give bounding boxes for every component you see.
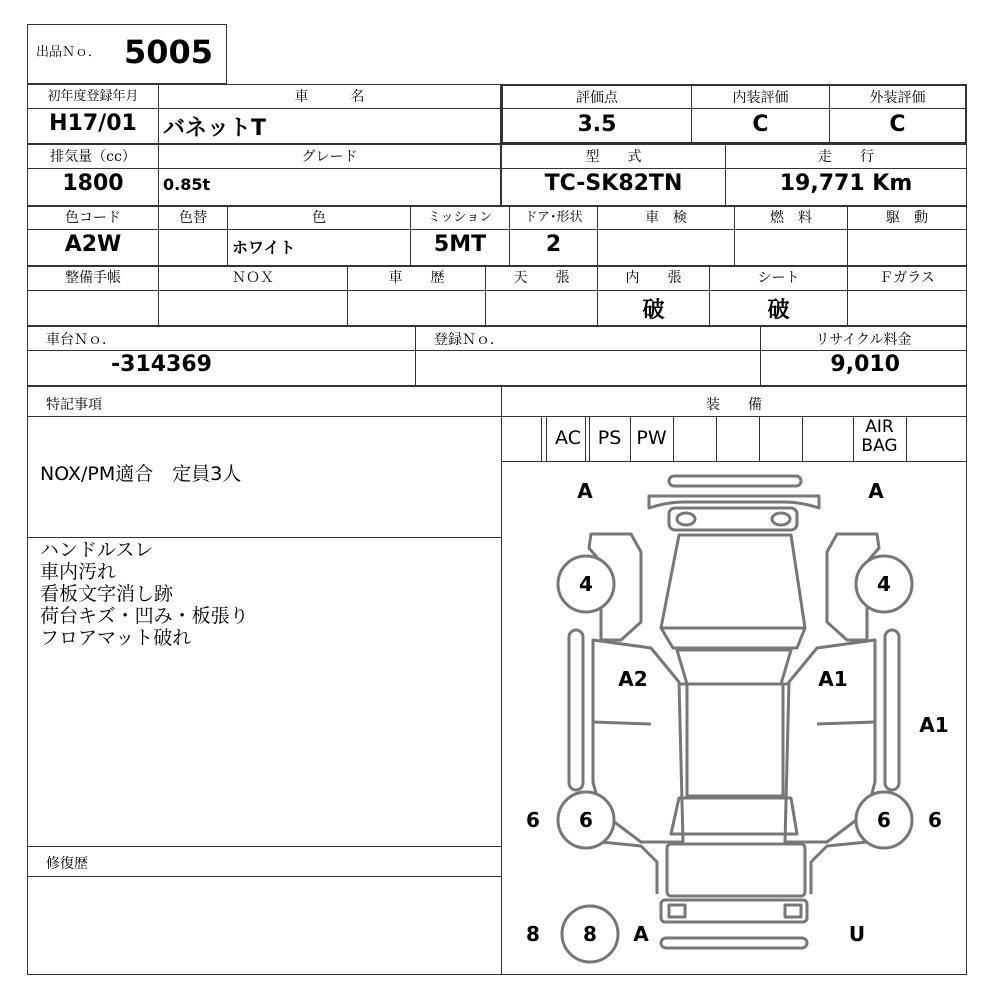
inspection-cell [597, 206, 735, 266]
windshield [661, 535, 805, 628]
equipment-item [802, 416, 854, 462]
door-label: ドア･形状 [524, 210, 583, 225]
equipment-item-ps: PS [589, 416, 631, 462]
notes-line: ハンドルスレ [40, 539, 154, 561]
cargo-bed [667, 844, 805, 896]
equipment-item [673, 416, 717, 462]
notes-line: 荷台キズ・凹み・板張り [40, 605, 249, 627]
mark-spare-wheel: 8 [583, 922, 597, 946]
mark-wheel-front-left: 4 [579, 572, 593, 596]
car-history-cell [347, 266, 486, 326]
equipment-label: 装 備 [706, 397, 762, 413]
vehicle-damage-diagram [501, 462, 967, 974]
seat-value: 破 [767, 298, 790, 323]
first-registration-cell [27, 84, 159, 144]
car-name-label: 車 名 [294, 89, 365, 105]
seat-label: シート [757, 270, 800, 286]
displacement-value: 1800 [62, 171, 124, 196]
car-history-label: 車 歴 [388, 270, 445, 286]
repair-history-label: 修復歴 [46, 856, 88, 872]
notes-line: 看板文字消し跡 [40, 583, 174, 605]
equipment-grid [501, 416, 967, 462]
grade-value: 0.85t [163, 175, 211, 194]
seat-cell [709, 266, 848, 326]
equipment-item-ac: AC [546, 416, 590, 462]
maintenance-book-cell [27, 266, 159, 326]
color-code-label: 色コード [65, 210, 121, 226]
equipment-item-pw: PW [630, 416, 674, 462]
interior-trim-cell [597, 266, 710, 326]
mark-rear-right: U [848, 922, 866, 946]
chassis-number-value: -314369 [111, 352, 212, 377]
mission-label: ミッション [427, 210, 493, 225]
model-cell [501, 144, 726, 206]
door-value: 2 [545, 232, 562, 257]
nox-label: ＮＯＸ [232, 270, 274, 286]
color-value: ホワイト [232, 238, 296, 257]
front-bumper [649, 496, 819, 508]
mark-spare-outer: 8 [526, 922, 540, 946]
mark-right-rear-outer: 6 [928, 808, 942, 832]
front-grille [669, 508, 797, 530]
mileage-label: 走 行 [818, 149, 874, 165]
cab-interior [687, 684, 783, 796]
notes-line: 車内汚れ [40, 561, 117, 583]
mark-wheel-rear-left: 6 [579, 808, 593, 832]
fuel-cell [734, 206, 848, 266]
right-side-strip [885, 630, 899, 790]
chassis-number-label: 車台Ｎｏ． [46, 332, 116, 348]
color-cell [227, 206, 411, 266]
registration-number-label: 登録Ｎｏ． [434, 332, 504, 348]
equipment-item-airbag: AIR BAG [853, 416, 907, 462]
mark-left-door: A2 [618, 667, 648, 691]
chassis-number-cell [27, 326, 416, 386]
color-code-cell [27, 206, 159, 266]
door-cell [509, 206, 598, 266]
notes-line: フロアマット破れ [40, 627, 192, 649]
mark-right-door: A1 [818, 667, 848, 691]
exterior-grade-value: C [889, 112, 906, 137]
mileage-value: 19,771 Km [779, 171, 913, 196]
first-registration-label: 初年度登録年月 [47, 89, 139, 104]
car-name-value: バネットT [163, 116, 267, 141]
displacement-cell [27, 144, 159, 206]
notes-list [40, 539, 249, 649]
headliner-label: 天 張 [513, 270, 570, 286]
repaint-cell [158, 206, 228, 266]
drive-cell [847, 206, 967, 266]
model-label: 型 式 [585, 149, 642, 165]
maintenance-book-label: 整備手帳 [65, 270, 121, 286]
front-glass-label: Ｆガラス [879, 270, 935, 286]
mark-wheel-rear-right: 6 [877, 808, 891, 832]
repaint-label: 色替 [179, 210, 207, 226]
color-label: 色 [312, 210, 326, 226]
cab-roof [677, 650, 791, 684]
equipment-item [716, 416, 760, 462]
interior-trim-value: 破 [642, 298, 665, 323]
exterior-grade-label: 外装評価 [869, 90, 926, 106]
nox-cell [158, 266, 348, 326]
rear-step [661, 938, 807, 948]
equipment-item [759, 416, 803, 462]
inspection-label: 車 検 [645, 210, 687, 226]
lot-number-value: 5005 [124, 33, 214, 71]
drive-label: 駆 動 [886, 210, 928, 226]
mark-left-rear-outer: 6 [526, 808, 540, 832]
car-name-cell [158, 84, 501, 144]
mark-right-side: A1 [919, 713, 949, 737]
recycle-fee-cell [760, 326, 967, 386]
score-value: 3.5 [577, 112, 617, 137]
mission-value: 5MT [433, 232, 487, 257]
interior-grade-label: 内装評価 [732, 90, 789, 106]
headliner-cell [485, 266, 598, 326]
mileage-cell [725, 144, 967, 206]
interior-grade-value: C [752, 112, 769, 137]
interior-grade-cell [691, 84, 830, 144]
fuel-label: 燃 料 [770, 210, 812, 226]
score-cell [501, 84, 692, 144]
mark-wheel-front-right: 4 [877, 572, 891, 596]
mark-front-right: A [868, 479, 884, 503]
score-label: 評価点 [576, 90, 618, 106]
notes-label: 特記事項 [46, 397, 102, 413]
model-value: TC-SK82TN [544, 171, 683, 196]
lot-number-box [27, 24, 227, 84]
grade-label: グレード [301, 149, 358, 165]
displacement-label: 排気量（cc） [50, 149, 136, 165]
mark-front-left: A [577, 479, 593, 503]
front-glass-cell [847, 266, 967, 326]
left-side-strip [569, 630, 583, 790]
first-registration-value: H17/01 [49, 111, 137, 136]
color-code-value: A2W [64, 232, 122, 257]
recycle-fee-value: 9,010 [830, 352, 900, 377]
front-bumper-top [669, 476, 801, 486]
mark-rear-left: A [633, 922, 649, 946]
recycle-fee-label: リサイクル料金 [815, 332, 912, 348]
grade-cell [158, 144, 501, 206]
exterior-grade-cell [829, 84, 967, 144]
interior-trim-label: 内 張 [625, 270, 682, 286]
cargo-bed-front [671, 798, 797, 834]
notes-main-text: NOX/PM適合 定員3人 [40, 463, 242, 485]
lot-number-label: 出品Ｎｏ． [36, 45, 102, 60]
registration-number-cell [415, 326, 761, 386]
mission-cell [410, 206, 510, 266]
